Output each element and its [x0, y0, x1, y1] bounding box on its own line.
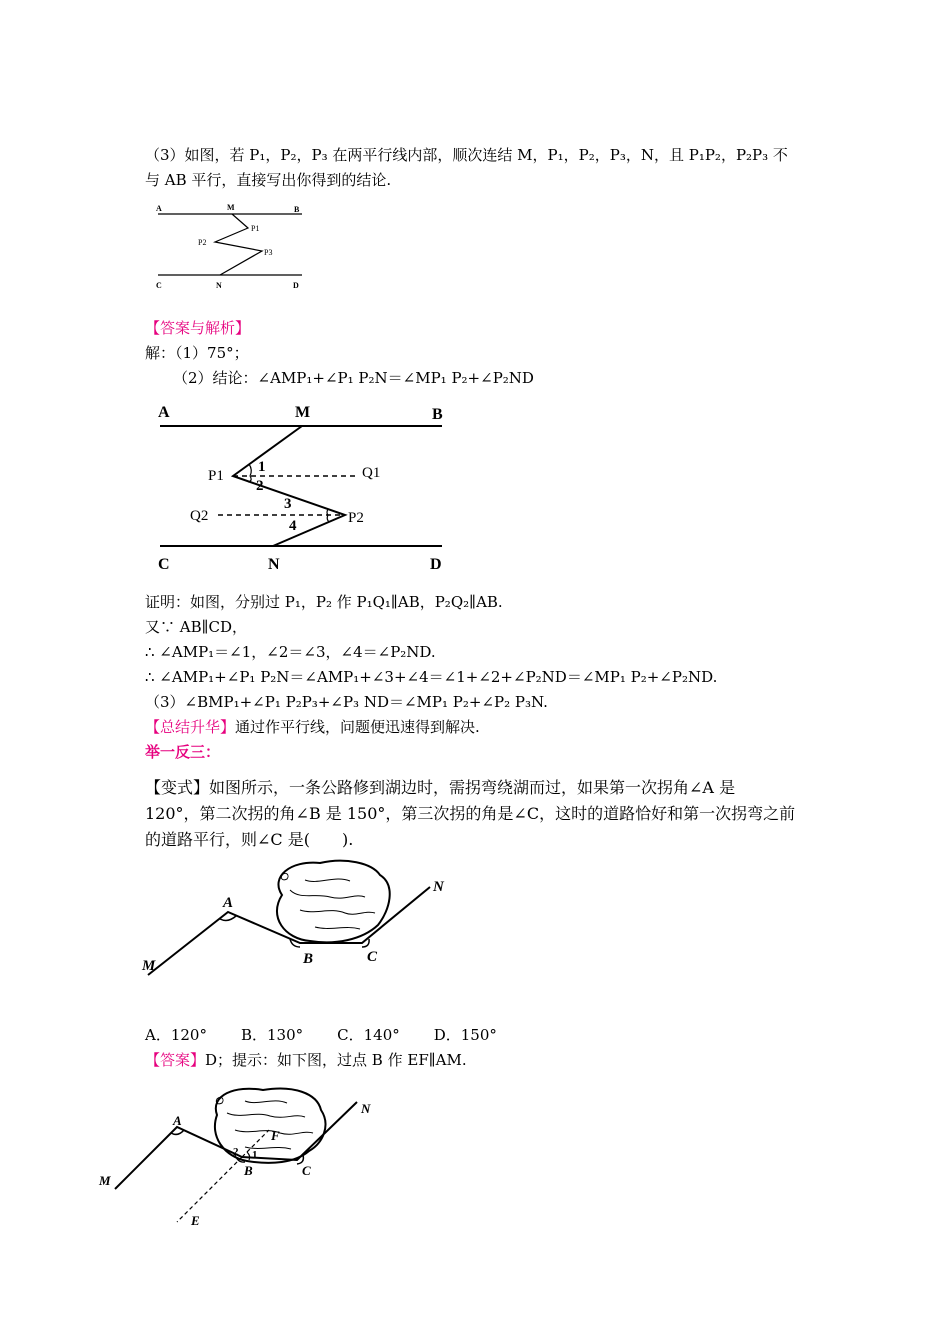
- fig3-label-C: C: [367, 949, 378, 965]
- fig2-label-4: 4: [289, 518, 297, 534]
- fig2-label-P2: P2: [348, 510, 364, 526]
- answer2-label: 【答案】: [145, 1051, 206, 1069]
- proof-line1: 证明：如图，分别过 P₁，P₂ 作 P₁Q₁∥AB，P₂Q₂∥AB.: [145, 593, 503, 611]
- figure-4: [95, 1085, 395, 1235]
- fig4-label-C: C: [302, 1163, 311, 1178]
- choice-c[interactable]: C．140°: [337, 1026, 400, 1044]
- fig2-label-A: A: [158, 404, 170, 421]
- fig2-label-1: 1: [258, 459, 266, 475]
- fig2-label-B: B: [432, 406, 443, 423]
- fig1-label-C: C: [156, 281, 162, 290]
- answer2: [145, 1050, 467, 1070]
- choice-a[interactable]: A．120°: [145, 1026, 207, 1044]
- fig4-label-2: 2: [233, 1146, 239, 1158]
- summary-text: 通过作平行线，问题便迅速得到解决.: [235, 718, 480, 736]
- fig1-label-M: M: [227, 203, 235, 212]
- summary-label: 【总结升华】: [145, 718, 236, 736]
- fig1-label-P1: P1: [251, 224, 260, 233]
- fig4-label-E: E: [191, 1213, 200, 1228]
- proof-line4: ∴ ∠AMP₁+∠P₁ P₂N＝∠AMP₁+∠3+∠4＝∠1+∠2+∠P₂ND＝∠MP₁ P₂+∠P₂ND.: [145, 668, 718, 686]
- fig2-label-Q2: Q2: [190, 508, 209, 524]
- fig2-label-3: 3: [284, 496, 292, 512]
- answer-heading: 【答案与解析】: [145, 319, 251, 337]
- fig1-label-B: B: [294, 205, 300, 214]
- variant-text: 如图所示，一条公路修到湖边时，需拐弯绕湖而过，如果第一次拐角∠A 是: [209, 778, 736, 797]
- fig3-label-M: M: [142, 958, 156, 974]
- summary: [145, 717, 480, 737]
- fig2-label-N: N: [268, 556, 280, 573]
- fig4-label-N: N: [361, 1101, 371, 1116]
- fig3-label-B: B: [303, 951, 314, 967]
- variant-line1: [145, 777, 735, 799]
- fig1-label-D: D: [293, 281, 299, 290]
- fig2-label-D: D: [430, 556, 442, 573]
- variant-label: 【变式】: [145, 778, 210, 797]
- fig1-label-P2: P2: [198, 238, 207, 247]
- fig2-label-P1: P1: [208, 468, 224, 484]
- fig4-label-A: A: [173, 1113, 182, 1128]
- part3-line1: （3）如图，若 P₁，P₂，P₃ 在两平行线内部，顺次连结 M，P₁，P₂，P₃，N，且 P₁P₂，P₂P₃ 不: [145, 146, 788, 164]
- figure-1: [150, 200, 310, 295]
- part3-line2: 与 AB 平行，直接写出你得到的结论.: [145, 171, 392, 189]
- fig1-label-P3: P3: [264, 248, 273, 257]
- fig1-label-N: N: [216, 281, 222, 290]
- practice-heading: 举一反三：: [145, 743, 221, 761]
- fig4-label-M: M: [99, 1173, 111, 1188]
- fig2-label-M: M: [295, 404, 311, 421]
- fig3-label-N: N: [433, 879, 444, 895]
- choice-b[interactable]: B．130°: [240, 1026, 304, 1044]
- fig4-label-F: F: [271, 1128, 280, 1143]
- answer2-text: D；提示：如下图，过点 B 作 EF∥AM.: [205, 1051, 467, 1069]
- choice-d[interactable]: D．150°: [433, 1026, 497, 1044]
- solution-part2: （2）结论：∠AMP₁+∠P₁ P₂N＝∠MP₁ P₂+∠P₂ND: [173, 369, 534, 387]
- choices: [145, 1025, 531, 1045]
- fig2-label-2: 2: [256, 478, 264, 494]
- fig4-label-B: B: [244, 1163, 253, 1178]
- variant-line2: 120°，第二次拐的角∠B 是 150°，第三次拐的角是∠C，这时的道路恰好和第一次拐弯之前: [145, 804, 796, 823]
- fig4-label-1: 1: [252, 1149, 258, 1161]
- fig3-label-A: A: [223, 895, 234, 911]
- proof-line3: ∴ ∠AMP₁＝∠1，∠2＝∠3，∠4＝∠P₂ND.: [145, 643, 436, 661]
- fig1-label-A: A: [156, 204, 162, 213]
- proof-line5: （3）∠BMP₁+∠P₁ P₂P₃+∠P₃ ND＝∠MP₁ P₂+∠P₂ P₃N.: [145, 693, 548, 711]
- variant-line3: 的道路平行，则∠C 是( ).: [145, 830, 354, 849]
- proof-line2: 又∵ AB∥CD，: [145, 618, 248, 636]
- fig2-label-C: C: [158, 556, 170, 573]
- fig2-label-Q1: Q1: [362, 465, 381, 481]
- figure-2: [150, 395, 460, 580]
- solution-part1: 解：（1）75°；: [145, 344, 249, 362]
- figure-3: [140, 855, 460, 985]
